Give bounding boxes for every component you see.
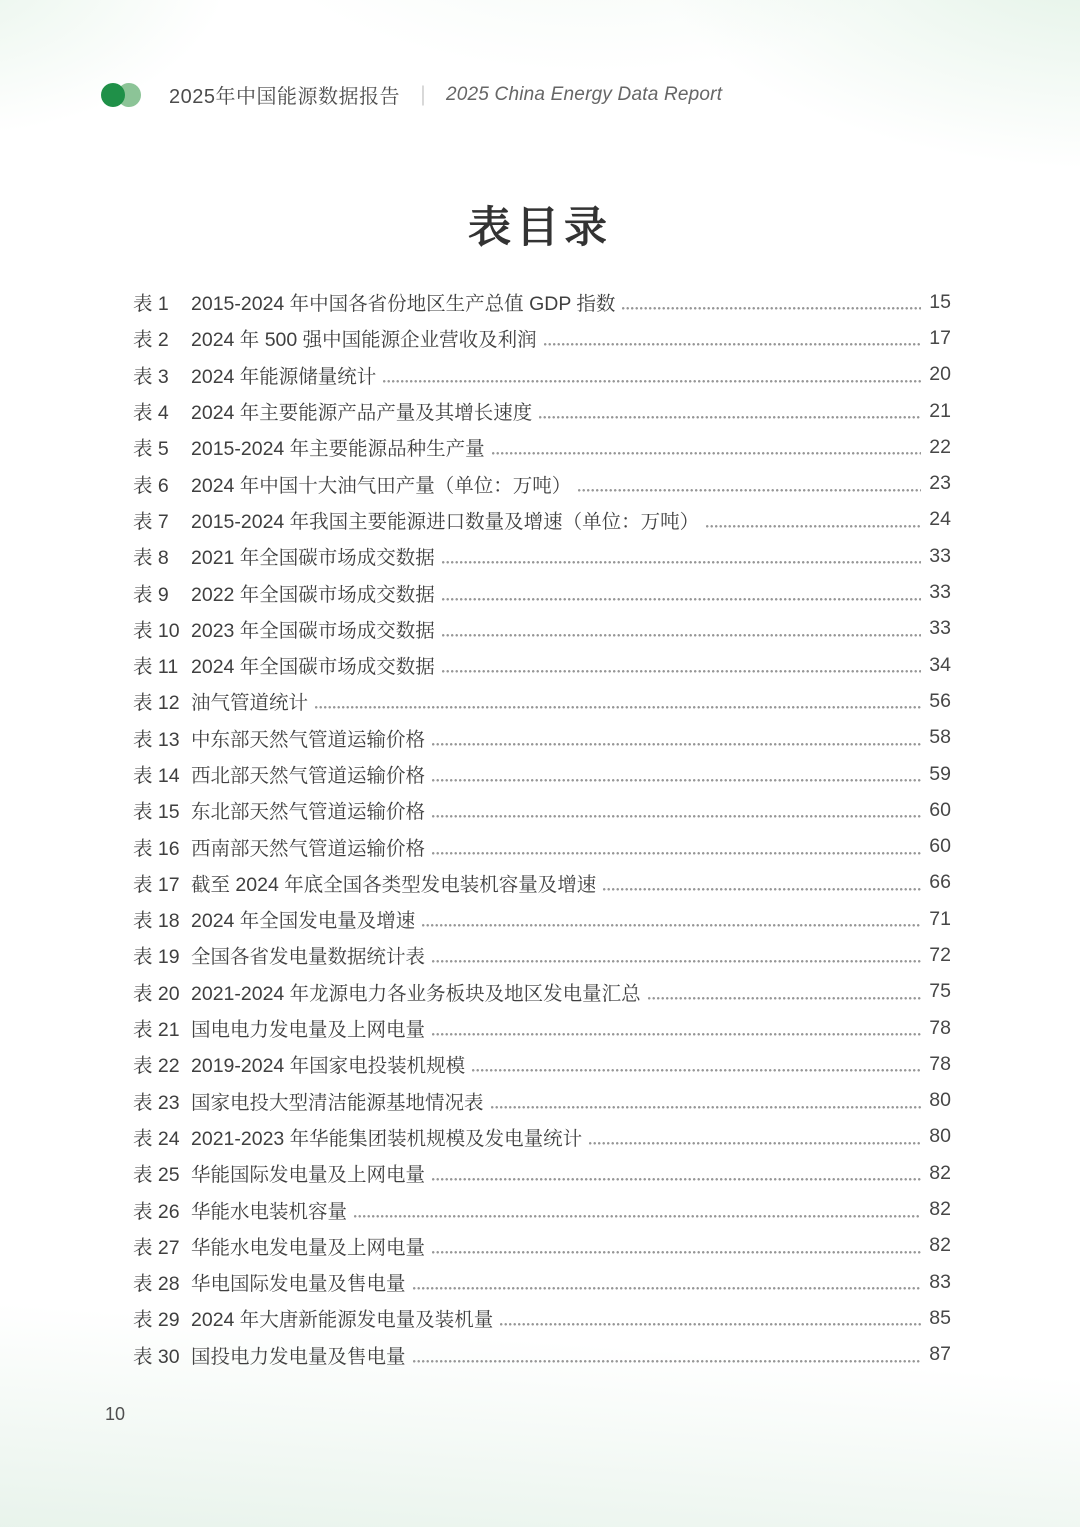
dotted-leader [413,1287,921,1290]
toc-entry [133,574,951,610]
toc-entry-title: 国投电力发电量及售电量 [191,1345,406,1368]
toc-entry-label: 表 11 [133,656,179,679]
page-number: 10 [105,1404,126,1424]
toc-entry [133,901,951,937]
dotted-leader [472,1069,921,1072]
toc-entry-page-number: 82 [929,1234,951,1257]
toc-entry-title: 2024 年中国十大油气田产量（单位：万吨） [191,474,572,497]
report-title-english: 2025 China Energy Data Report [446,83,723,105]
dotted-leader [492,452,921,455]
toc-entry [133,865,951,901]
toc-entry [133,1119,951,1155]
toc-entry-title: 东北部天然气管道运输价格 [191,801,426,824]
toc-entry [133,720,951,756]
toc-entry-title: 截至 2024 年底全国各类型发电装机容量及增速 [191,873,597,896]
toc-entry [133,828,951,864]
toc-entry-title: 2024 年全国发电量及增速 [191,910,416,933]
toc-entry-title: 2024 年主要能源产品产量及其增长速度 [191,402,533,425]
toc-entry-page-number: 83 [929,1270,951,1293]
toc-entry-title: 全国各省发电量数据统计表 [191,946,426,969]
toc-entry-label: 表 12 [133,692,180,715]
toc-entry-title: 华能国际发电量及上网电量 [191,1164,426,1187]
toc-entry-label: 表 27 [133,1236,180,1259]
toc-entry-title: 2024 年全国碳市场成交数据 [191,656,435,679]
toc-entry-label: 表 2 [133,329,169,352]
toc-entry [133,465,951,501]
dotted-leader [432,743,921,746]
toc-entry-label: 表 15 [133,801,180,824]
toc-entry-label: 表 20 [133,982,180,1005]
toc-entry [133,393,951,429]
toc-entry-page-number: 17 [929,326,951,349]
toc-entry-label: 表 9 [133,583,169,606]
toc-entry-page-number: 82 [929,1198,951,1221]
toc-entry-label: 表 25 [133,1164,180,1187]
dotted-leader [432,852,921,855]
toc-entry-label: 表 7 [133,510,169,533]
toc-entry-page-number: 59 [929,762,951,785]
toc-entry-title: 2019-2024 年国家电投装机规模 [191,1055,466,1078]
toc-entry-page-number: 60 [929,798,951,821]
toc-entry-page-number: 58 [929,726,951,749]
toc-entry [133,1264,951,1300]
toc-entry [133,1337,951,1373]
toc-entry-page-number: 15 [929,290,951,313]
dotted-leader [432,1033,921,1036]
toc-entry-label: 表 10 [133,619,180,642]
header-divider: ｜ [413,86,433,108]
toc-entry-label: 表 28 [133,1273,180,1296]
toc-entry [133,1083,951,1119]
toc-entry-label: 表 5 [133,438,169,461]
toc-entry-label: 表 23 [133,1091,180,1114]
report-title-chinese: 2025年中国能源数据报告 [169,86,400,108]
toc-entry-label: 表 29 [133,1309,180,1332]
toc-entry-label: 表 19 [133,946,180,969]
toc-entry-page-number: 80 [929,1125,951,1148]
toc-entry-page-number: 21 [929,399,951,422]
toc-entry [133,1046,951,1082]
toc-entry-title: 华能水电发电量及上网电量 [191,1236,426,1259]
toc-entry-page-number: 78 [929,1052,951,1075]
dotted-leader [442,670,921,673]
toc-entry-page-number: 71 [929,907,951,930]
toc-entry [133,937,951,973]
toc-entry-title: 华电国际发电量及售电量 [191,1273,406,1296]
toc-entry [133,357,951,393]
toc-entry [133,1191,951,1227]
toc-entry-label: 表 16 [133,837,180,860]
dotted-leader [622,307,921,310]
toc-entry [133,756,951,792]
toc-entry-label: 表 21 [133,1019,180,1042]
toc-entry-page-number: 56 [929,689,951,712]
toc-entry-label: 表 1 [133,293,169,316]
toc-entry [133,647,951,683]
dotted-leader [544,343,921,346]
dotted-leader [432,1251,921,1254]
dotted-leader [432,960,921,963]
toc-entry-label: 表 8 [133,547,169,570]
toc-entry-page-number: 75 [929,980,951,1003]
toc-entry [133,1228,951,1264]
toc-entry-title: 中东部天然气管道运输价格 [191,728,426,751]
dotted-leader [706,525,921,528]
toc-entry-page-number: 60 [929,835,951,858]
toc-entry [133,1010,951,1046]
dotted-leader [413,1360,921,1363]
toc-entry-title: 2024 年大唐新能源发电量及装机量 [191,1309,494,1332]
toc-entry-page-number: 80 [929,1089,951,1112]
toc-entry-page-number: 87 [929,1343,951,1366]
toc-entry [133,320,951,356]
toc-entry-label: 表 13 [133,728,180,751]
toc-entry-label: 表 6 [133,474,169,497]
toc-entry-title: 2015-2024 年中国各省份地区生产总值 GDP 指数 [191,293,616,316]
toc-entry-title: 国电电力发电量及上网电量 [191,1019,426,1042]
toc-entry-page-number: 33 [929,581,951,604]
toc-entry [133,1155,951,1191]
toc-entry-page-number: 85 [929,1306,951,1329]
dotted-leader [539,416,921,419]
page-title: 表目录 [468,204,612,252]
toc-entry [133,429,951,465]
dotted-leader [648,997,921,1000]
toc-entry-page-number: 34 [929,653,951,676]
toc-entry-label: 表 18 [133,910,180,933]
dotted-leader [491,1106,921,1109]
toc-entry-label: 表 22 [133,1055,180,1078]
dotted-leader [315,706,921,709]
toc-entry-label: 表 17 [133,873,180,896]
toc-entry-page-number: 23 [929,472,951,495]
dotted-leader [383,380,921,383]
logo-dark-circle-icon [101,83,125,107]
toc-entry-page-number: 78 [929,1016,951,1039]
toc-entry-title: 2024 年 500 强中国能源企业营收及利润 [191,329,537,352]
toc-entry-title: 西北部天然气管道运输价格 [191,765,426,787]
toc-list [133,284,951,1373]
toc-entry-title: 2021-2023 年华能集团装机规模及发电量统计 [191,1127,583,1150]
toc-entry-label: 表 3 [133,365,169,388]
toc-entry-title: 2024 年能源储量统计 [191,365,377,388]
toc-entry [133,1300,951,1336]
toc-entry-title: 2021-2024 年龙源电力各业务板块及地区发电量汇总 [191,982,641,1005]
toc-entry [133,284,951,320]
toc-entry-label: 表 30 [133,1345,180,1368]
toc-entry-page-number: 24 [929,508,951,531]
toc-entry-page-number: 22 [929,435,951,458]
dotted-leader [500,1323,921,1326]
toc-entry-page-number: 33 [929,544,951,567]
toc-entry [133,974,951,1010]
toc-entry-title: 2022 年全国碳市场成交数据 [191,583,435,606]
toc-entry-label: 表 4 [133,402,169,425]
dotted-leader [432,779,921,782]
dotted-leader [442,598,921,601]
toc-entry [133,502,951,538]
toc-entry [133,683,951,719]
toc-entry-title: 华能水电装机容量 [191,1200,348,1223]
toc-entry-page-number: 66 [929,871,951,894]
toc-entry-label: 表 26 [133,1200,180,1223]
toc-entry-title: 国家电投大型清洁能源基地情况表 [191,1091,484,1114]
report-header [101,80,722,109]
toc-entry-title: 2021 年全国碳市场成交数据 [191,547,435,570]
dotted-leader [432,815,921,818]
toc-entry-title: 油气管道统计 [191,692,309,715]
toc-entry-page-number: 20 [929,363,951,386]
toc-entry-title: 2015-2024 年我国主要能源进口数量及增速（单位：万吨） [191,510,700,533]
dotted-leader [422,924,921,927]
dotted-leader [354,1215,921,1218]
dotted-leader [442,634,921,637]
toc-entry-page-number: 82 [929,1161,951,1184]
dotted-leader [603,888,921,891]
dotted-leader [442,561,921,564]
toc-entry-label: 表 24 [133,1127,180,1150]
toc-entry-label: 表 14 [133,765,180,787]
toc-entry [133,538,951,574]
dotted-leader [432,1178,921,1181]
dotted-leader [578,489,921,492]
toc-entry-title: 2023 年全国碳市场成交数据 [191,619,435,642]
toc-entry-page-number: 72 [929,943,951,966]
dotted-leader [589,1142,921,1145]
toc-entry-title: 2015-2024 年主要能源品种生产量 [191,438,485,461]
toc-entry [133,611,951,647]
toc-entry [133,792,951,828]
toc-entry-page-number: 33 [929,617,951,640]
logo-circles-icon [101,82,143,108]
toc-entry-title: 西南部天然气管道运输价格 [191,837,426,860]
